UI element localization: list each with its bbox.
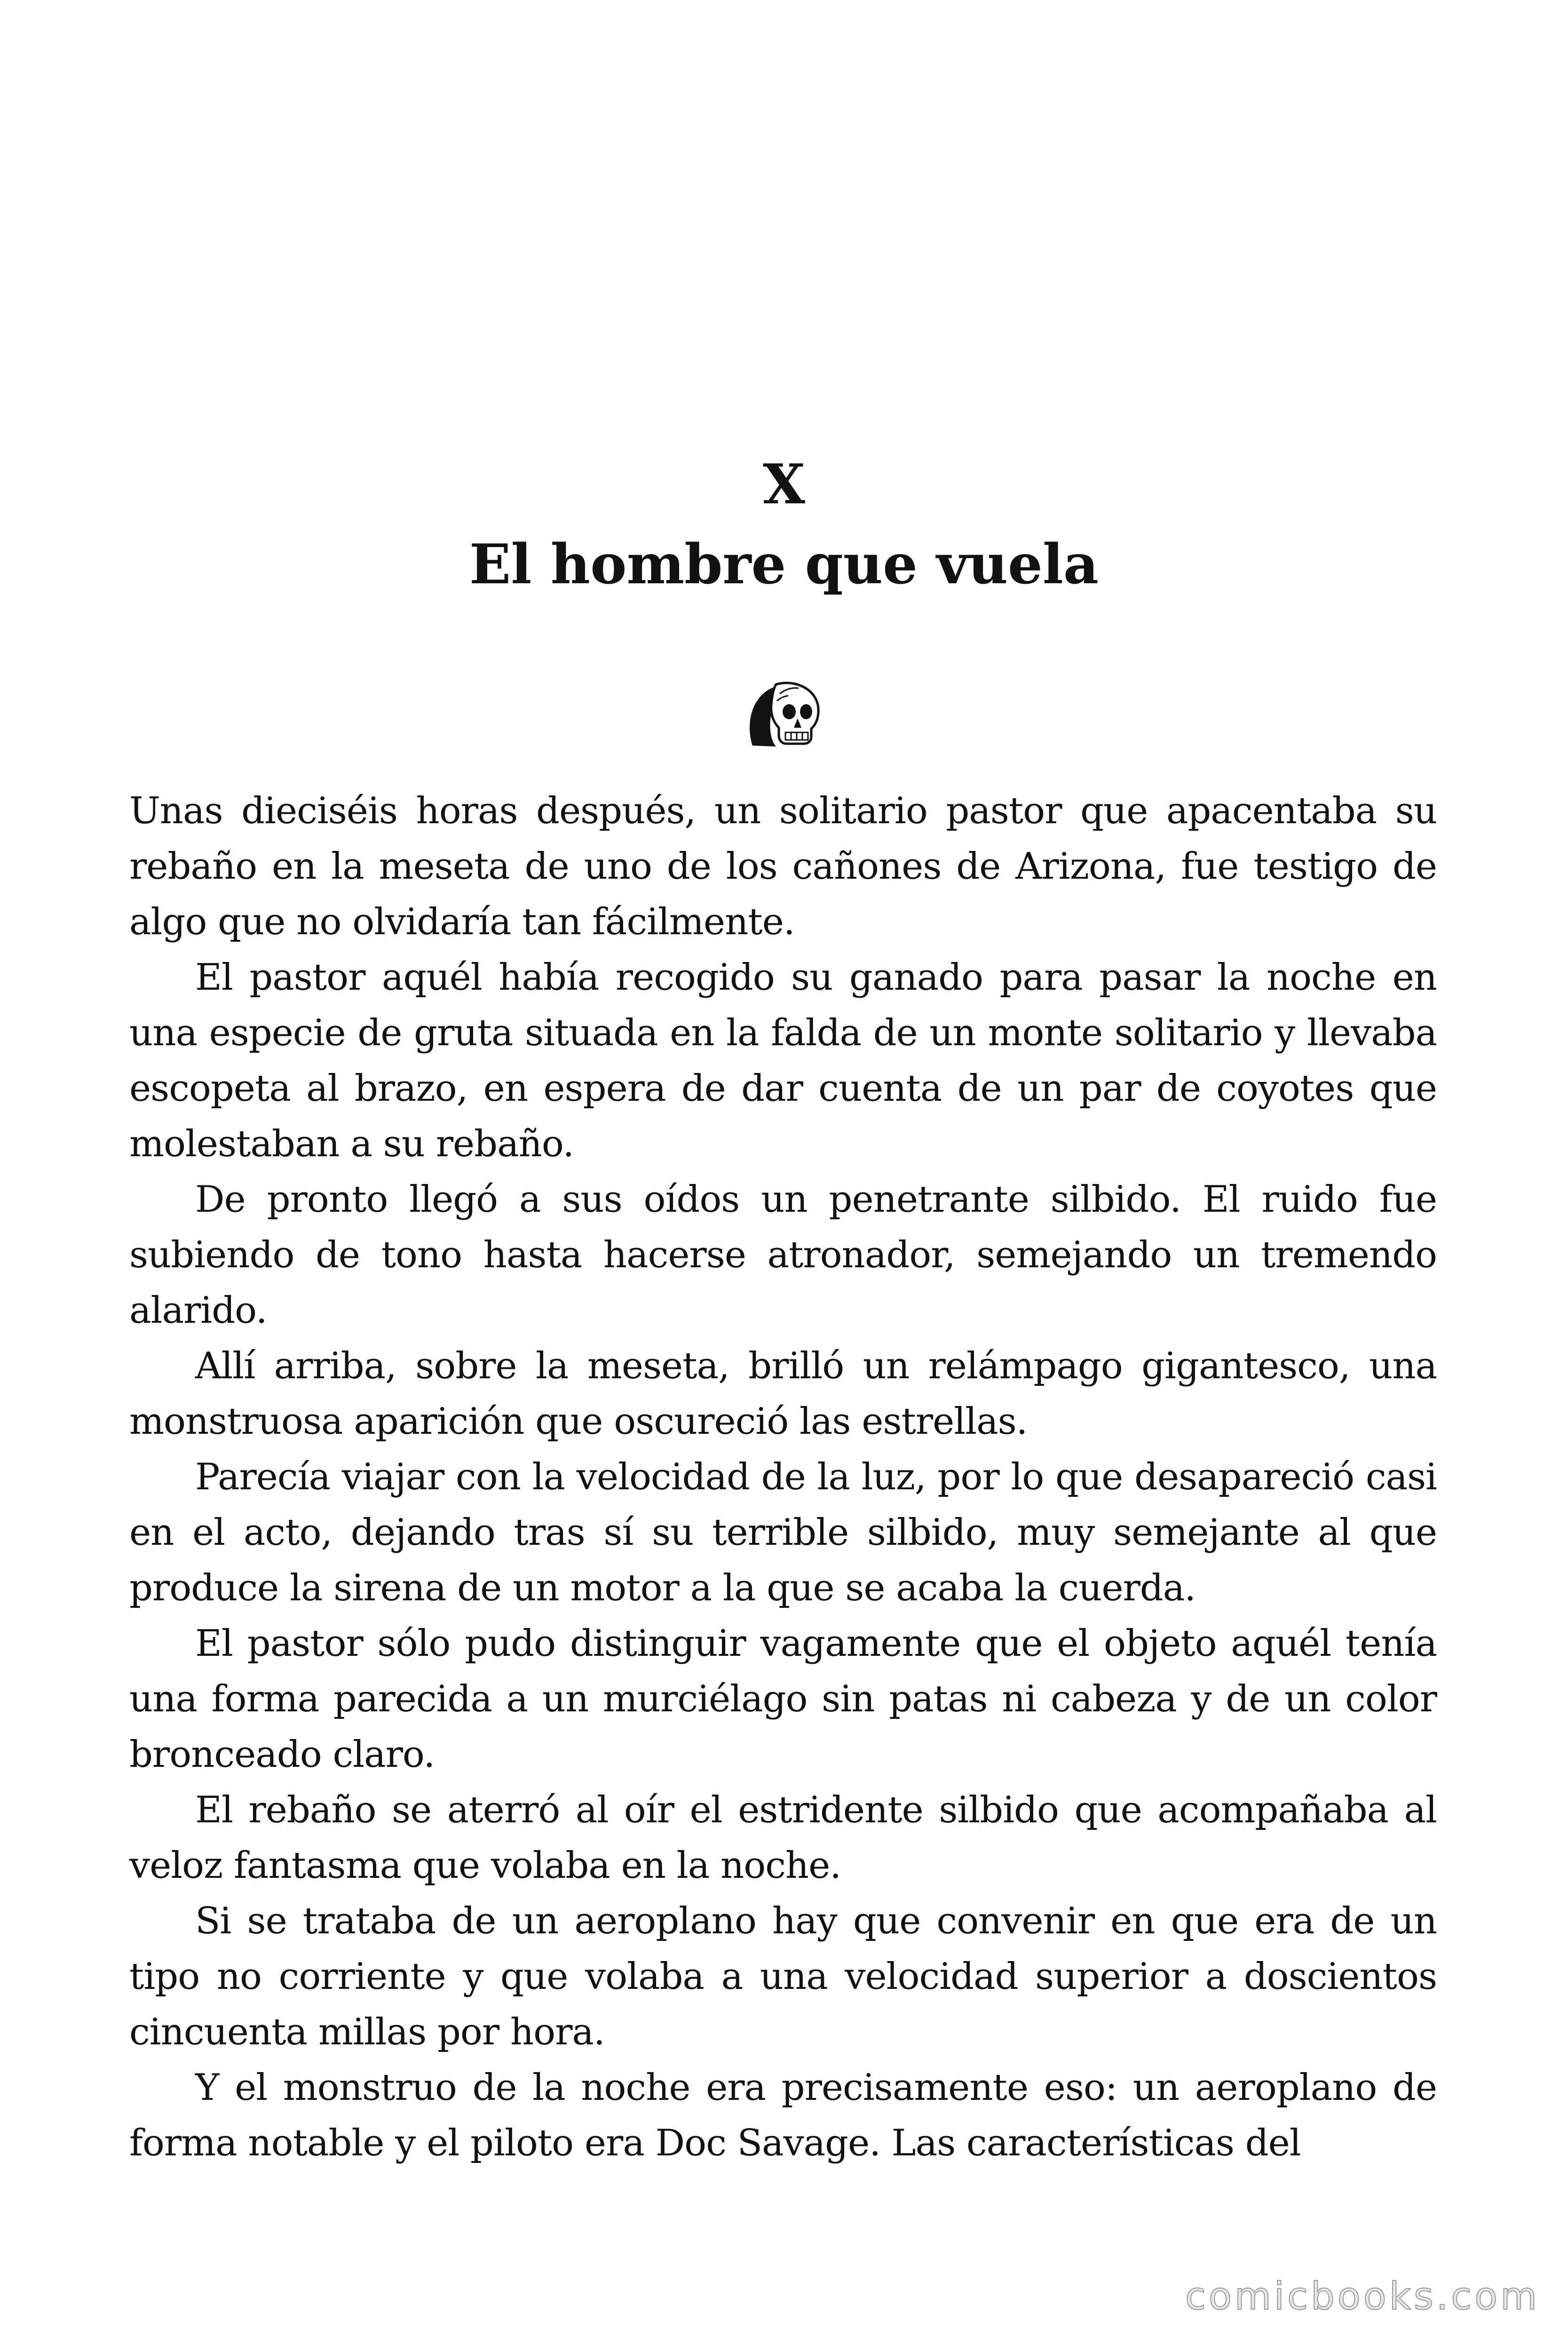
paragraph: El pastor sólo pudo distinguir vagamente que el objeto aquél tenía una forma parecida a un murciélago sin patas ni cabeza y de un color bronceado claro. [129, 1622, 1437, 1776]
paragraph: Unas dieciséis horas después, un solitario pastor que apacentaba su rebaño en la meseta de uno de los cañones de Arizona, fue testigo de algo que no olvidaría tan fácilmente. [129, 790, 1437, 943]
paragraph: Allí arriba, sobre la meseta, brilló un relámpago gigantesco, una monstruosa aparición que oscureció las estrellas. [129, 1345, 1437, 1443]
paragraph: Parecía viajar con la velocidad de la luz, por lo que desapareció casi en el acto, dejando tras sí su terrible silbido, muy semejante al que produce la sirena de un motor a la que se acaba la cuerda. [129, 1456, 1437, 1609]
body-text [129, 783, 1437, 2171]
paragraph: El pastor aquél había recogido su ganado para pasar la noche en una especie de gruta situada en la falda de un monte solitario y llevaba escopeta al brazo, en espera de dar cuenta de un par de coyotes que molestaban a su rebaño. [129, 956, 1437, 1165]
chapter-title: El hombre que vuela [469, 532, 1099, 596]
watermark: comicbooks.com [1185, 2274, 1540, 2318]
paragraph: De pronto llegó a sus oídos un penetrante silbido. El ruido fue subiendo de tono hasta hacerse atronador, semejando un tremendo alarido. [129, 1178, 1437, 1332]
paragraph: Si se trataba de un aeroplano hay que convenir en que era de un tipo no corriente y que volaba a una velocidad superior a doscientos cincuenta millas por hora. [129, 1900, 1437, 2053]
skull-icon [743, 675, 823, 750]
paragraph: El rebaño se aterró al oír el estridente silbido que acompañaba al veloz fantasma que volaba en la noche. [129, 1789, 1437, 1887]
paragraph: Y el monstruo de la noche era precisamente eso: un aeroplano de forma notable y el piloto era Doc Savage. Las características del [129, 2066, 1437, 2164]
chapter-number: X [762, 453, 805, 516]
